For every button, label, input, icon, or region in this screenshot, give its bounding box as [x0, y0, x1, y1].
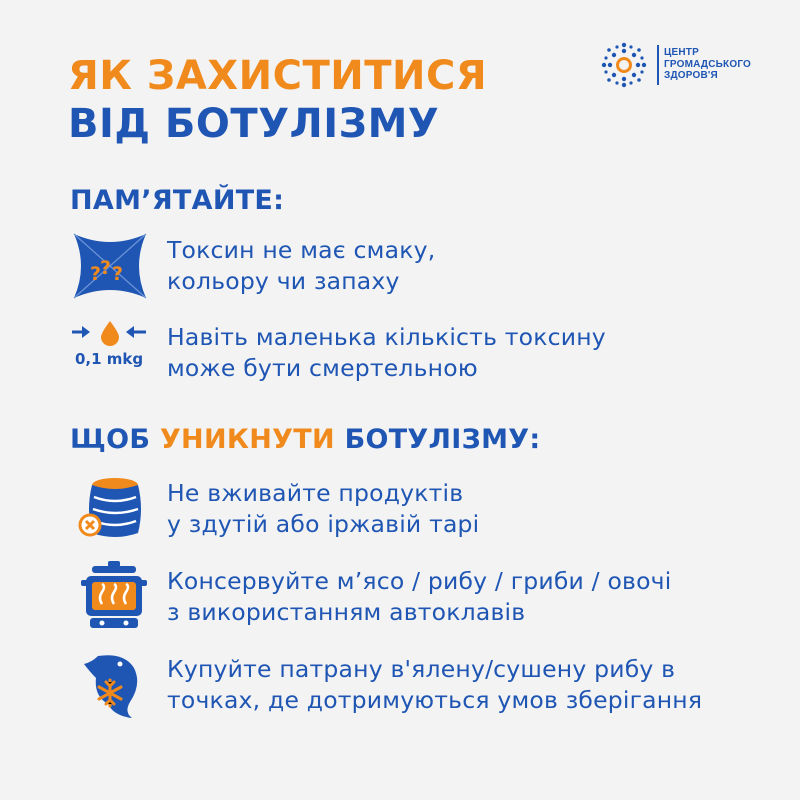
autoclave-pot-icon [80, 560, 148, 630]
avoid-item-1-line-1: Не вживайте продуктів [167, 479, 464, 507]
remember-item-2 [167, 322, 606, 384]
dose-label: 0,1 mkg [75, 350, 144, 368]
logo-line-2: ГРОМАДСЬКОГО [664, 58, 752, 70]
logo-line-3: ЗДОРОВ'Я [664, 70, 718, 81]
logo-divider [657, 45, 659, 85]
remember-item-1-line-2: кольору чи запаху [167, 267, 400, 295]
organization-logo [598, 40, 758, 90]
avoid-heading-part-2: УНИКНУТИ [159, 424, 335, 455]
avoid-item-1 [167, 478, 479, 540]
avoid-item-2-line-1: Консервуйте м’ясо / рибу / гриби / овочі [167, 567, 672, 595]
title-line-2: ВІД БОТУЛІЗМУ [68, 101, 440, 147]
avoid-item-2 [167, 566, 671, 628]
remember-item-1-line-1: Токсин не має смаку, [167, 236, 436, 264]
avoid-heading-part-1: ЩОБ [70, 424, 151, 455]
svg-text:?: ? [112, 263, 124, 285]
svg-text:?: ? [100, 257, 112, 279]
svg-text:?: ? [90, 263, 102, 285]
remember-item-2-line-1: Навіть маленька кількість токсину [167, 323, 606, 351]
avoid-item-3-line-2: точках, де дотримуються умов зберігання [167, 686, 703, 714]
title-line-1: ЯК ЗАХИСТИТИСЯ [68, 53, 488, 99]
dotted-circle-logo-icon [598, 40, 654, 90]
logo-line-1: ЦЕНТР [664, 47, 699, 58]
toxin-drop-icon [70, 318, 150, 378]
avoid-heading [70, 424, 540, 456]
avoid-heading-part-3: БОТУЛІЗМУ: [344, 424, 541, 455]
remember-item-1 [167, 235, 435, 297]
avoid-item-1-line-2: у здутій або іржавій тарі [167, 510, 480, 538]
fish-snowflake-icon [78, 650, 148, 720]
swollen-can-icon [78, 475, 148, 541]
logo-text [664, 47, 751, 82]
remember-item-2-line-2: може бути смертельною [167, 354, 478, 382]
remember-heading: ПАМ’ЯТАЙТЕ: [70, 185, 285, 216]
avoid-item-3 [167, 654, 702, 716]
avoid-item-2-line-2: з використанням автоклавів [167, 598, 526, 626]
page-title [68, 52, 487, 148]
avoid-item-3-line-1: Купуйте патрану в'ялену/сушену рибу в [167, 655, 676, 683]
question-marks-cube-icon [70, 230, 150, 302]
